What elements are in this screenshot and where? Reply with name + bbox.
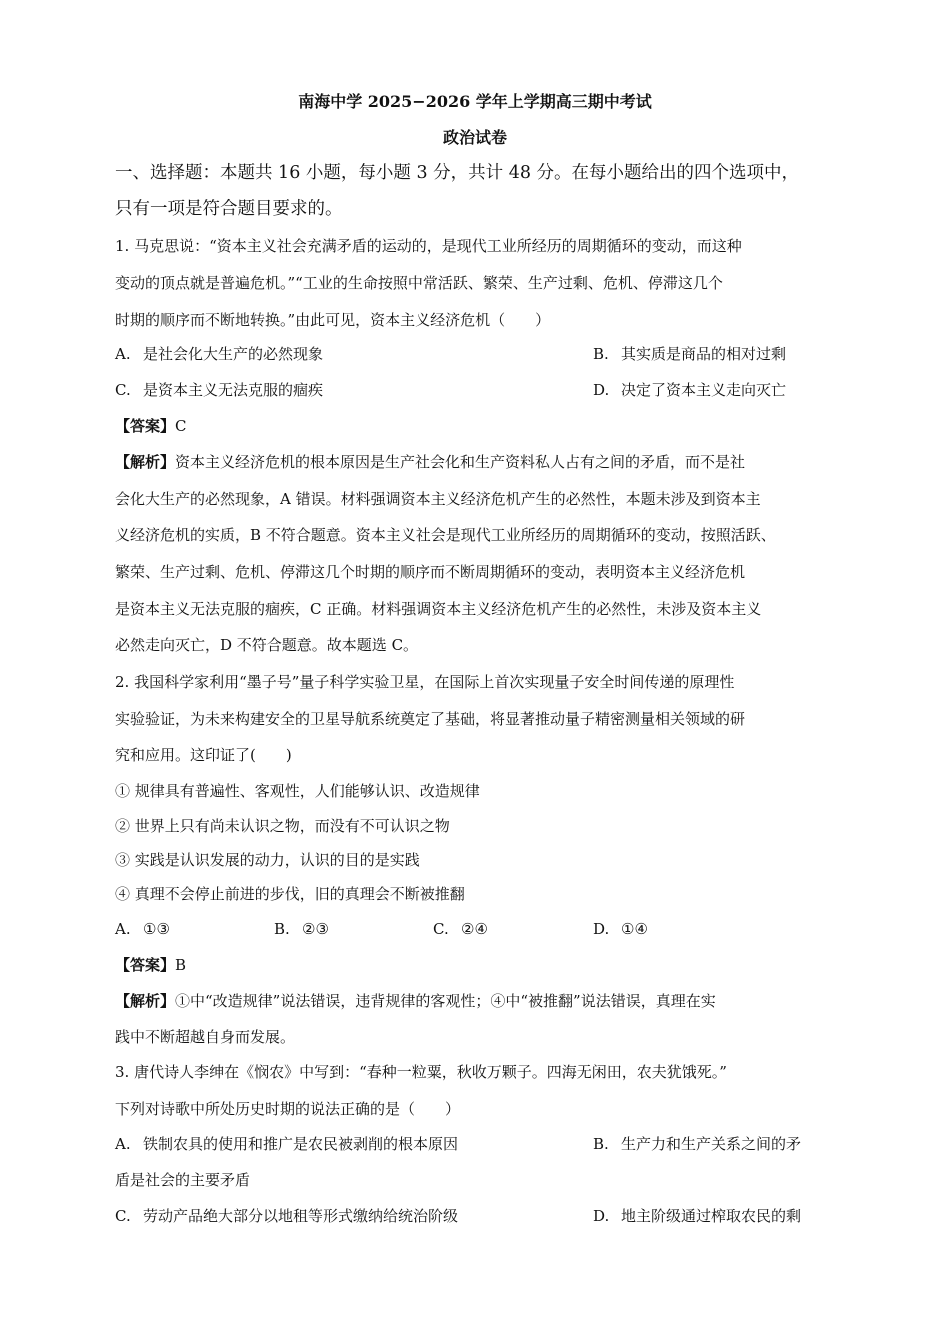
option-label: A. [115, 345, 131, 363]
q1-stem-line: 1. 马克思说：“资本主义社会充满矛盾的运动的，是现代工业所经历的周期循环的变动，而这种 [115, 237, 742, 255]
q2-stem-line: 2. 我国科学家利用“墨子号”量子科学实验卫星，在国际上首次实现量子安全时间传递的原理性 [115, 673, 735, 691]
option-label: C. [115, 1207, 131, 1225]
q1-analysis-line: 义经济危机的实质，B 不符合题意。资本主义社会是现代工业所经历的周期循环的变动，按照活跃、 [115, 526, 776, 544]
answer-tag: 【答案】 [115, 956, 176, 974]
q2-option-a [115, 918, 170, 940]
option-label: B. [274, 920, 290, 938]
answer-tag: 【答案】 [115, 417, 176, 435]
section-heading-line-1: 一、选择题：本题共 16 小题，每小题 3 分，共计 48 分。在每小题给出的四个选项中， [115, 163, 800, 183]
q1-option-c [115, 379, 323, 401]
option-text: 劳动产品绝大部分以地租等形式缴纳给统治阶级 [143, 1207, 459, 1225]
option-text: 是资本主义无法克服的痼疾 [143, 381, 324, 399]
q2-stem-line: 实验验证，为未来构建安全的卫星导航系统奠定了基础，将显著推动量子精密测量相关领域的研 [115, 710, 746, 728]
q3-option-c [115, 1205, 458, 1227]
option-label: B. [593, 1135, 609, 1153]
option-label: B. [593, 345, 609, 363]
option-label: C. [433, 920, 449, 938]
option-label: A. [115, 920, 131, 938]
option-text: 是社会化大生产的必然现象 [143, 345, 324, 363]
q1-analysis-line: 是资本主义无法克服的痼疾，C 正确。材料强调资本主义经济危机产生的必然性，未涉及资本主义 [115, 600, 762, 618]
q1-option-d [593, 379, 786, 401]
q2-option-d [593, 918, 648, 940]
option-label: D. [593, 381, 610, 399]
q2-option-c [433, 918, 488, 940]
q1-option-b [593, 343, 786, 365]
q2-analysis-line [115, 990, 840, 1012]
option-text: 铁制农具的使用和推广是农民被剥削的根本原因 [143, 1135, 459, 1153]
q2-statement-4: ④ 真理不会停止前进的步伐，旧的真理会不断被推翻 [115, 885, 465, 903]
q2-stem-line: 究和应用。这印证了( ) [115, 746, 292, 764]
option-text: ②③ [302, 920, 329, 938]
option-text: 生产力和生产关系之间的矛 [621, 1135, 802, 1153]
q1-option-a [115, 343, 323, 365]
section-heading-line-2: 只有一项是符合题目要求的。 [115, 199, 343, 219]
exam-title: 南海中学 2025−2026 学年上学期高三期中考试 [298, 92, 652, 111]
q1-stem-line: 变动的顶点就是普遍危机。”“工业的生命按照中常活跃、繁荣、生产过剩、危机、停滞这几个 [115, 274, 723, 292]
q1-analysis-line: 会化大生产的必然现象，A 错误。材料强调资本主义经济危机产生的必然性，本题未涉及到资本主 [115, 490, 761, 508]
option-label: D. [593, 920, 610, 938]
q3-option-d [593, 1205, 801, 1227]
option-text: 决定了资本主义走向灭亡 [621, 381, 787, 399]
q1-answer [115, 415, 840, 437]
analysis-tag: 【解析】 [115, 992, 176, 1010]
option-text: 地主阶级通过榨取农民的剩 [621, 1207, 802, 1225]
analysis-text: ①中“改造规律”说法错误，违背规律的客观性；④中“被推翻”说法错误，真理在实 [175, 992, 716, 1010]
q3-stem-line: 下列对诗歌中所处历史时期的说法正确的是（ ） [115, 1100, 461, 1118]
option-text: ①④ [621, 920, 648, 938]
exam-subject: 政治试卷 [442, 128, 507, 147]
q1-analysis-line: 繁荣、生产过剩、危机、停滞这几个时期的顺序而不断周期循环的变动，表明资本主义经济危机 [115, 563, 746, 581]
q1-stem-line: 时期的顺序而不断地转换。”由此可见，资本主义经济危机（ ） [115, 311, 551, 329]
option-label: A. [115, 1135, 131, 1153]
q2-answer [115, 954, 840, 976]
option-text: 其实质是商品的相对过剩 [621, 345, 787, 363]
q2-statement-1: ① 规律具有普遍性、客观性，人们能够认识、改造规律 [115, 782, 480, 800]
q1-analysis-line [115, 451, 840, 473]
answer-value: C [175, 417, 187, 435]
q3-stem-line: 3. 唐代诗人李绅在《悯农》中写到：“春种一粒粟，秋收万颗子。四海无闲田，农夫犹饿死。” [115, 1063, 727, 1081]
q2-option-b [274, 918, 329, 940]
option-text: ①③ [143, 920, 170, 938]
q3-option-b-continued: 盾是社会的主要矛盾 [115, 1171, 251, 1189]
analysis-text: 资本主义经济危机的根本原因是生产社会化和生产资料私人占有之间的矛盾，而不是社 [175, 453, 746, 471]
analysis-tag: 【解析】 [115, 453, 176, 471]
option-label: D. [593, 1207, 610, 1225]
q2-statement-3: ③ 实践是认识发展的动力，认识的目的是实践 [115, 851, 420, 869]
q1-analysis-line: 必然走向灭亡，D 不符合题意。故本题选 C。 [115, 636, 419, 654]
q2-statement-2: ② 世界上只有尚未认识之物，而没有不可认识之物 [115, 817, 450, 835]
answer-value: B [175, 956, 187, 974]
q2-analysis-line: 践中不断超越自身而发展。 [115, 1028, 296, 1046]
q3-option-a [115, 1133, 458, 1155]
q3-option-b [593, 1133, 801, 1155]
option-label: C. [115, 381, 131, 399]
option-text: ②④ [461, 920, 488, 938]
